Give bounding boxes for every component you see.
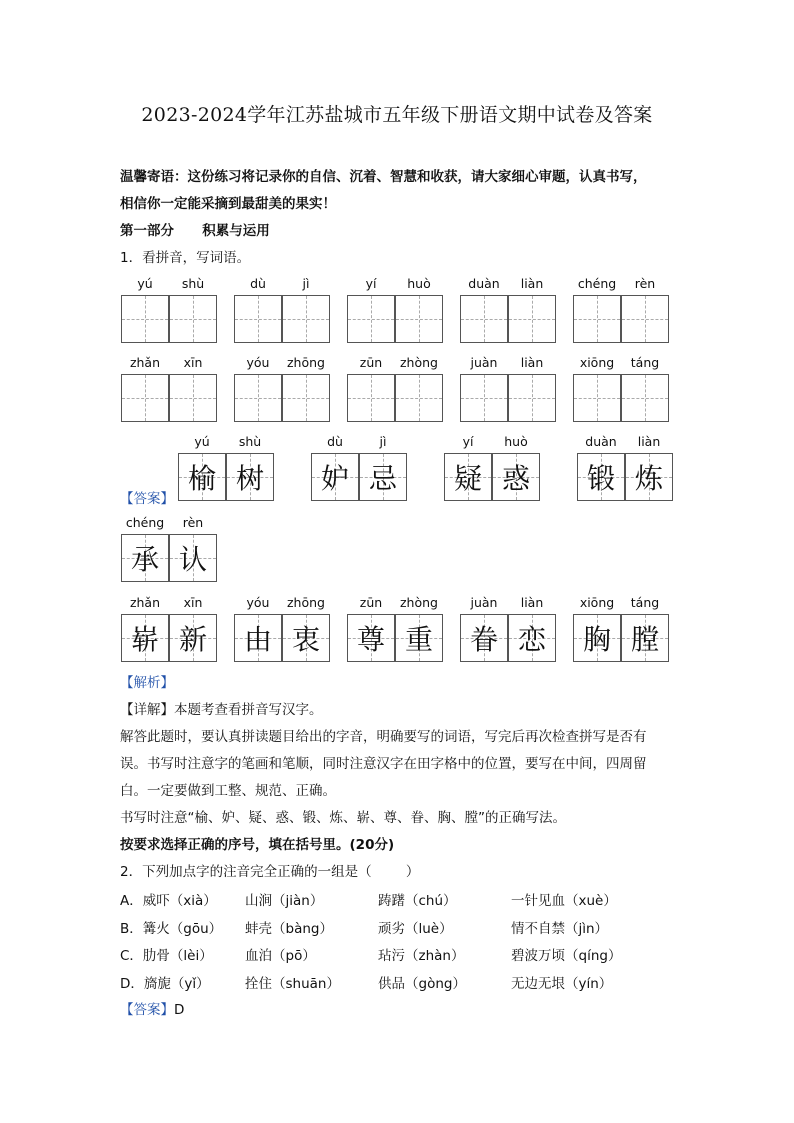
pinyin-label: chéng	[125, 515, 165, 530]
tianzige-box	[460, 614, 508, 662]
pinyin-label: yí	[365, 276, 377, 291]
explain-line-3: 白。一定要做到工整、规范、正确。	[120, 783, 336, 799]
answer-character: 尊	[356, 623, 385, 656]
tianzige-box	[226, 453, 274, 501]
answer-character: 树	[235, 462, 264, 495]
tianzige-box[interactable]	[621, 374, 669, 422]
tianzige-box[interactable]	[508, 374, 556, 422]
option-word: 情不自禁（jìn）	[511, 920, 609, 937]
pinyin-label: táng	[630, 595, 660, 610]
option-word: 拴住（shuān）	[245, 975, 340, 992]
question-2: 2．下列加点字的注音完全正确的一组是（ ）	[120, 864, 420, 880]
pinyin-label: zhōng	[287, 595, 325, 610]
option-word: 踌躇（chú）	[378, 893, 457, 909]
section-2-heading: 按要求选择正确的序号，填在括号里。(20分)	[120, 837, 395, 853]
intro-line-2: 相信你一定能采摘到最甜美的果实！	[120, 196, 336, 212]
pinyin-label: huò	[504, 434, 528, 449]
question-1: 1．看拼音，写词语。	[120, 250, 251, 266]
intro-line-1: 温馨寄语：这份练习将记录你的自信、沉着、智慧和收获，请大家细心审题，认真书写，	[120, 169, 647, 185]
tianzige-box	[625, 453, 673, 501]
pinyin-label: jì	[379, 434, 387, 449]
option-word: 血泊（pō）	[245, 948, 316, 964]
answer-character: 胸	[582, 623, 611, 656]
answer-character: 由	[243, 623, 272, 656]
pinyin-label: yú	[194, 434, 210, 449]
detail-line: 【详解】本题考查看拼音写汉字。	[120, 702, 323, 718]
answer-label: 【答案】	[120, 491, 174, 507]
answer-2-value: D	[174, 1002, 185, 1018]
option-label[interactable]: A．威吓（xià）	[120, 893, 217, 909]
tianzige-box	[282, 614, 330, 662]
answer-character: 锻	[586, 462, 615, 495]
option-label[interactable]: C．肋骨（lèi）	[120, 948, 213, 964]
pinyin-label: xiōng	[579, 355, 615, 370]
tianzige-box[interactable]	[282, 295, 330, 343]
answer-character: 眷	[469, 623, 498, 656]
option-word: 顽劣（luè）	[378, 920, 453, 937]
pinyin-label: zhōng	[287, 355, 325, 370]
answer-character: 重	[404, 623, 433, 656]
pinyin-label: dù	[327, 434, 343, 449]
tianzige-box	[621, 614, 669, 662]
tianzige-box	[169, 614, 217, 662]
option-word: 一针见血（xuè）	[511, 893, 617, 909]
answer-character: 炼	[634, 462, 663, 495]
pinyin-label: xīn	[183, 595, 203, 610]
tianzige-box	[311, 453, 359, 501]
pinyin-label: liàn	[520, 276, 544, 291]
tianzige-box	[508, 614, 556, 662]
tianzige-box[interactable]	[347, 374, 395, 422]
tianzige-box	[178, 453, 226, 501]
tianzige-box[interactable]	[621, 295, 669, 343]
option-word: 无边无垠（yín）	[511, 975, 613, 992]
answer-character: 惑	[501, 462, 530, 495]
tianzige-box[interactable]	[121, 374, 169, 422]
pinyin-label: zūn	[359, 595, 383, 610]
answer-character: 榆	[187, 462, 216, 495]
tianzige-box[interactable]	[395, 374, 443, 422]
tianzige-box[interactable]	[234, 295, 282, 343]
option-word: 供品（gòng）	[378, 975, 466, 992]
pinyin-label: zūn	[359, 355, 383, 370]
pinyin-label: táng	[630, 355, 660, 370]
tianzige-box[interactable]	[169, 295, 217, 343]
tianzige-box[interactable]	[121, 295, 169, 343]
pinyin-label: juàn	[470, 355, 498, 370]
page-title: 2023-2024学年江苏盐城市五年级下册语文期中试卷及答案	[141, 104, 653, 126]
tianzige-box	[395, 614, 443, 662]
option-label[interactable]: B．篝火（gōu）	[120, 920, 223, 937]
tianzige-box[interactable]	[508, 295, 556, 343]
pinyin-label: xīn	[183, 355, 203, 370]
option-word: 玷污（zhàn）	[378, 948, 465, 964]
pinyin-label: chéng	[577, 276, 617, 291]
pinyin-label: zhòng	[400, 355, 438, 370]
option-label[interactable]: D．旖旎（yǐ）	[120, 975, 210, 992]
pinyin-label: jì	[302, 276, 310, 291]
option-word: 蚌壳（bàng）	[245, 920, 333, 937]
pinyin-label: zhǎn	[129, 355, 161, 370]
answer-character: 恋	[517, 623, 546, 656]
pinyin-label: zhǎn	[129, 595, 161, 610]
option-word: 碧波万顷（qíng）	[511, 948, 622, 964]
answer-character: 崭	[130, 623, 159, 656]
pinyin-label: shù	[238, 434, 262, 449]
part-heading: 第一部分 积累与运用	[120, 223, 270, 239]
tianzige-box[interactable]	[573, 374, 621, 422]
tianzige-box[interactable]	[460, 295, 508, 343]
answer-character: 认	[178, 543, 207, 576]
pinyin-label: duàn	[468, 276, 500, 291]
tianzige-box[interactable]	[395, 295, 443, 343]
pinyin-label: liàn	[637, 434, 661, 449]
pinyin-label: yí	[462, 434, 474, 449]
answer-character: 膛	[630, 623, 659, 656]
tianzige-box[interactable]	[347, 295, 395, 343]
pinyin-label: liàn	[520, 595, 544, 610]
answer-character: 新	[178, 623, 207, 656]
answer-character: 衷	[291, 623, 320, 656]
answer-character: 妒	[320, 462, 349, 495]
answer-2-label: 【答案】	[120, 1002, 174, 1018]
tianzige-box	[359, 453, 407, 501]
tianzige-box[interactable]	[234, 374, 282, 422]
option-word: 山涧（jiàn）	[245, 893, 324, 909]
tianzige-box	[444, 453, 492, 501]
tianzige-box	[169, 534, 217, 582]
tianzige-box	[234, 614, 282, 662]
pinyin-label: zhòng	[400, 595, 438, 610]
tianzige-box	[573, 614, 621, 662]
pinyin-label: yóu	[246, 595, 270, 610]
tianzige-box[interactable]	[573, 295, 621, 343]
tianzige-box	[121, 534, 169, 582]
pinyin-label: duàn	[585, 434, 617, 449]
tianzige-box	[121, 614, 169, 662]
tianzige-box[interactable]	[169, 374, 217, 422]
pinyin-label: liàn	[520, 355, 544, 370]
answer-2	[120, 998, 184, 1018]
pinyin-label: juàn	[470, 595, 498, 610]
tianzige-box	[347, 614, 395, 662]
tianzige-box[interactable]	[282, 374, 330, 422]
tianzige-box[interactable]	[460, 374, 508, 422]
pinyin-label: xiōng	[579, 595, 615, 610]
explain-line-4: 书写时注意“榆、妒、疑、惑、锻、炼、崭、尊、眷、胸、膛”的正确写法。	[120, 810, 566, 826]
explain-line-2: 误。书写时注意字的笔画和笔顺，同时注意汉字在田字格中的位置，要写在中间，四周留	[120, 756, 647, 772]
answer-character: 疑	[453, 462, 482, 495]
pinyin-label: yú	[137, 276, 153, 291]
explain-line-1: 解答此题时，要认真拼读题目给出的字音，明确要写的词语，写完后再次检查拼写是否有	[120, 729, 647, 745]
tianzige-box	[577, 453, 625, 501]
answer-character: 承	[130, 543, 159, 576]
pinyin-label: dù	[250, 276, 266, 291]
analysis-label: 【解析】	[120, 675, 174, 691]
tianzige-box	[492, 453, 540, 501]
pinyin-label: huò	[407, 276, 431, 291]
pinyin-label: rèn	[634, 276, 656, 291]
pinyin-label: shù	[181, 276, 205, 291]
answer-character: 忌	[368, 462, 397, 495]
pinyin-label: rèn	[182, 515, 204, 530]
pinyin-label: yóu	[246, 355, 270, 370]
